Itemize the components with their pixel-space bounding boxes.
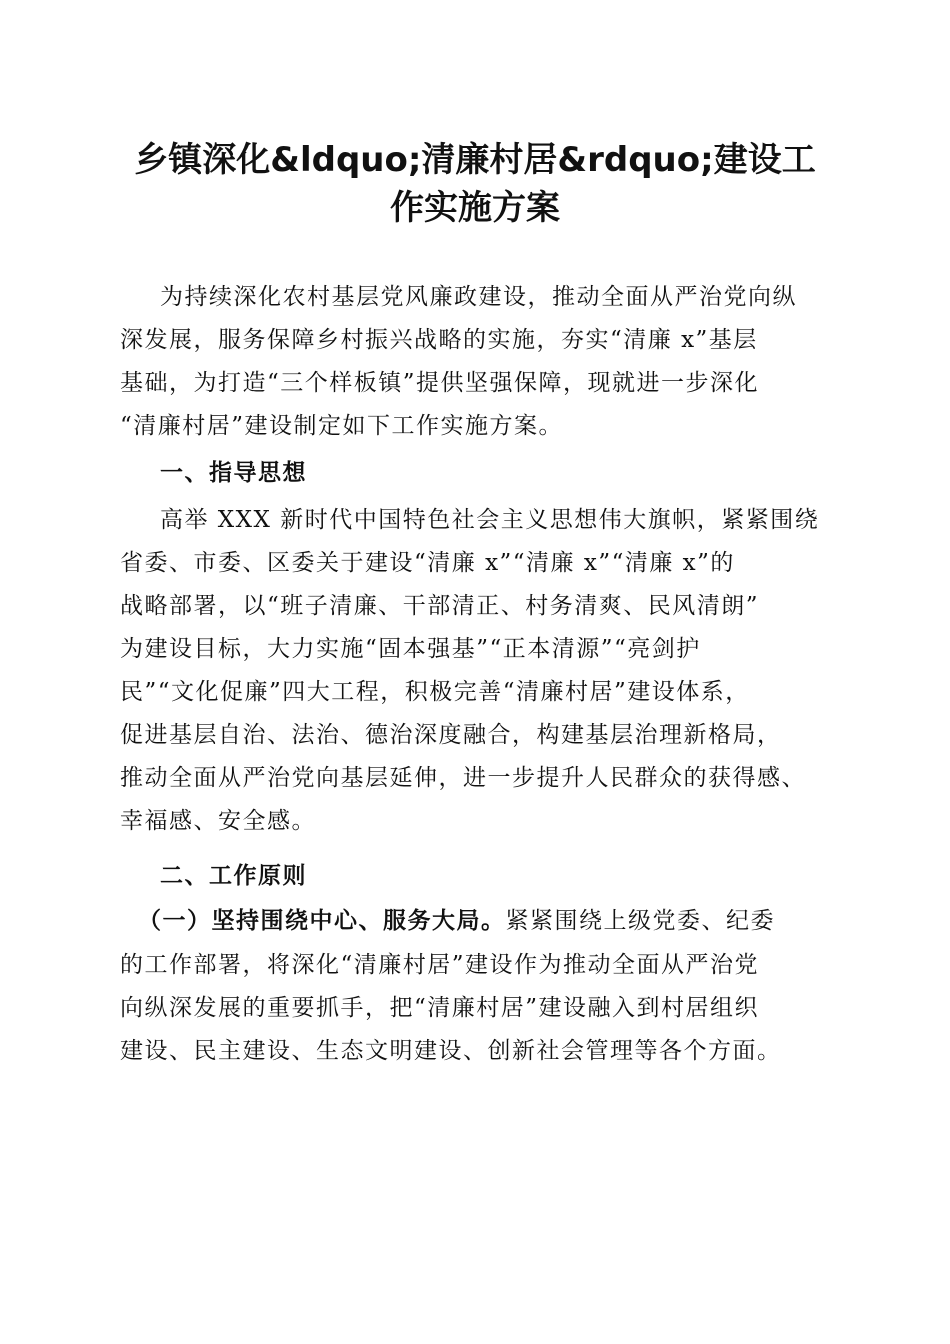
section2-p1-line-1 — [138, 906, 775, 936]
intro-line-1: 为持续深化农村基层党风廉政建设，推动全面从严治党向纵 — [160, 284, 797, 310]
intro-line-3: 基础，为打造“三个样板镇”提供坚强保障，现就进一步深化 — [120, 370, 760, 396]
section1-line-7: 推动全面从严治党向基层延伸，进一步提升人民群众的获得感、 — [120, 765, 806, 791]
section2-p1-line-2: 的工作部署，将深化“清廉村居”建设作为推动全面从严治党 — [120, 952, 760, 978]
section1-line-3: 战略部署，以“班子清廉、干部清正、村务清爽、民风清朗” — [120, 593, 760, 619]
section2-p1-line-4: 建设、民主建设、生态文明建设、创新社会管理等各个方面。 — [120, 1038, 782, 1064]
section2-p1-line-1-rest: 紧紧围绕上级党委、纪委 — [505, 908, 775, 934]
section1-line-1: 高举 XXX 新时代中国特色社会主义思想伟大旗帜，紧紧围绕 — [160, 507, 820, 533]
section2-p1-line-3: 向纵深发展的重要抓手，把“清廉村居”建设融入到村居组织 — [120, 995, 760, 1021]
section2-p1-lead: （一）坚持围绕中心、服务大局。 — [138, 908, 506, 934]
section-heading-guiding-ideology: 一、指导思想 — [160, 460, 307, 486]
intro-line-4: “清廉村居”建设制定如下工作实施方案。 — [120, 413, 564, 439]
section1-line-4: 为建设目标，大力实施“固本强基”“正本清源”“亮剑护 — [120, 636, 701, 662]
section1-line-2: 省委、市委、区委关于建设“清廉 x”“清廉 x”“清廉 x”的 — [120, 550, 735, 576]
section1-line-8: 幸福感、安全感。 — [120, 808, 316, 834]
document-title-line-2: 作实施方案 — [390, 188, 560, 228]
intro-line-2: 深发展，服务保障乡村振兴战略的实施，夯实“清廉 x”基层 — [120, 327, 758, 353]
section1-line-5: 民”“文化促廉”四大工程，积极完善“清廉村居”建设体系， — [120, 679, 750, 705]
section-heading-work-principles: 二、工作原则 — [160, 863, 307, 889]
section1-line-6: 促进基层自治、法治、德治深度融合，构建基层治理新格局， — [120, 722, 782, 748]
document-title-line-1: 乡镇深化&ldquo;清廉村居&rdquo;建设工 — [134, 140, 816, 180]
